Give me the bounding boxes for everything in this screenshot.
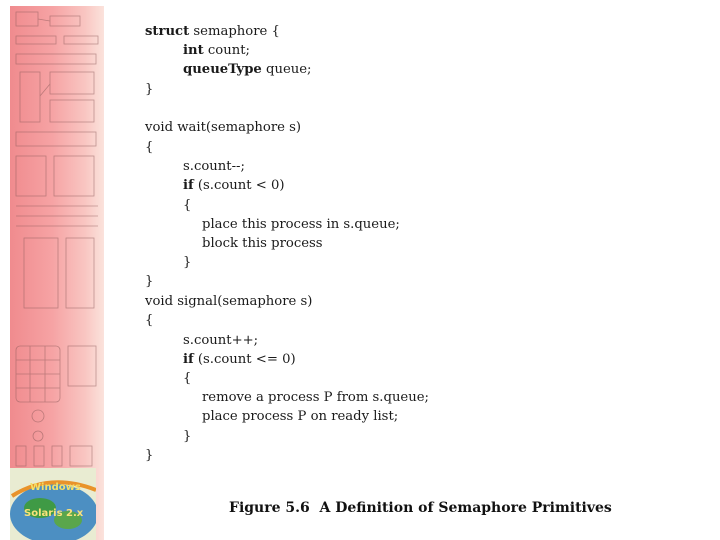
code-line [183,369,191,389]
code-text: { [145,140,154,155]
os-logo-image [10,468,96,540]
code-text: s.count--; [183,159,245,174]
code-line [183,60,312,80]
code-text: queue; [261,62,312,77]
code-line [145,118,301,138]
code-text: void signal(semaphore s) [145,294,313,309]
code-line [202,407,398,427]
code-text: remove a process P from s.queue; [202,390,429,405]
code-line [202,234,323,254]
code-line [145,272,153,292]
code-text: { [183,371,192,386]
code-text: } [145,82,154,97]
code-line [183,196,191,216]
code-text: semaphore { [189,24,280,39]
code-line [183,176,285,196]
code-keyword: struct [145,24,190,39]
code-text: s.count++; [183,333,259,348]
logo-globe-icon [10,468,96,540]
code-text: (s.count <= 0) [193,352,296,367]
code-line [202,388,429,408]
code-line [183,253,191,273]
code-keyword: int [183,43,204,58]
code-line [202,215,400,235]
code-keyword: queueType [183,62,262,77]
code-text: (s.count < 0) [193,178,285,193]
code-line [145,80,153,100]
code-line [145,292,312,312]
code-text: void wait(semaphore s) [145,120,302,135]
code-text: count; [203,43,250,58]
decorative-sidebar-strip [10,6,104,540]
code-line [183,331,258,351]
code-line [145,446,153,466]
sidebar-diagram-illustration [10,6,104,540]
code-line [183,350,296,370]
code-line [145,22,280,42]
code-line [183,41,250,61]
code-text: } [145,274,154,289]
code-keyword: if [183,178,194,193]
code-text: { [183,198,192,213]
figure-caption: Figure 5.6 A Definition of Semaphore Primitives [229,500,612,516]
code-line [183,427,191,447]
code-text: } [183,255,192,270]
code-text: } [145,448,154,463]
code-text: block this process [202,236,323,251]
code-text: } [183,429,192,444]
code-text: place process P on ready list; [202,409,399,424]
code-line [183,157,245,177]
code-text: { [145,313,154,328]
code-line [145,311,153,331]
code-keyword: if [183,352,194,367]
code-line [145,138,153,158]
logo-text-top: Windows [30,482,81,493]
code-text: place this process in s.queue; [202,217,400,232]
logo-text-bottom: Solaris 2.x [24,508,84,519]
